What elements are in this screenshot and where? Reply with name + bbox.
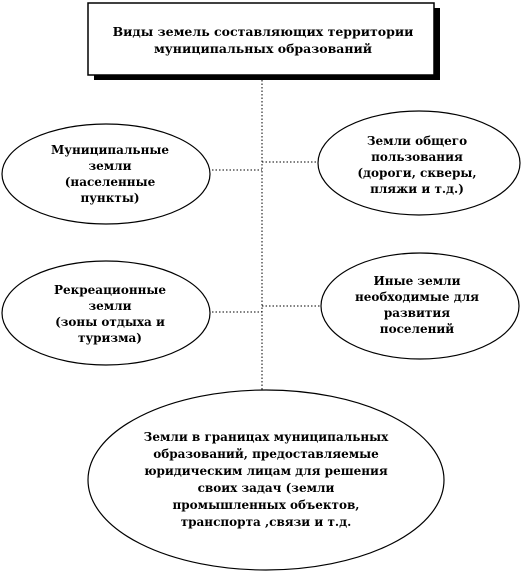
node-within-borders-label: Земли в границах муниципальных образований, предоставляемые юридическим лицам для решения своих задач (земли промышленных объектов, транспорта ,связи и т.д. <box>143 430 389 529</box>
node-municipal-label: Муниципальные земли (населенные пункты) <box>50 143 170 205</box>
diagram-title: Виды земель составляющих территории муниципальных образований <box>112 24 414 56</box>
node-common-use-label: Земли общего пользования (дороги, скверы, пляжи и т.д.) <box>357 134 477 196</box>
node-other-label: Иные земли необходимые для развития поселений <box>354 274 480 336</box>
node-recreation-label: Рекреационные земли (зоны отдыха и туризма) <box>53 283 167 345</box>
